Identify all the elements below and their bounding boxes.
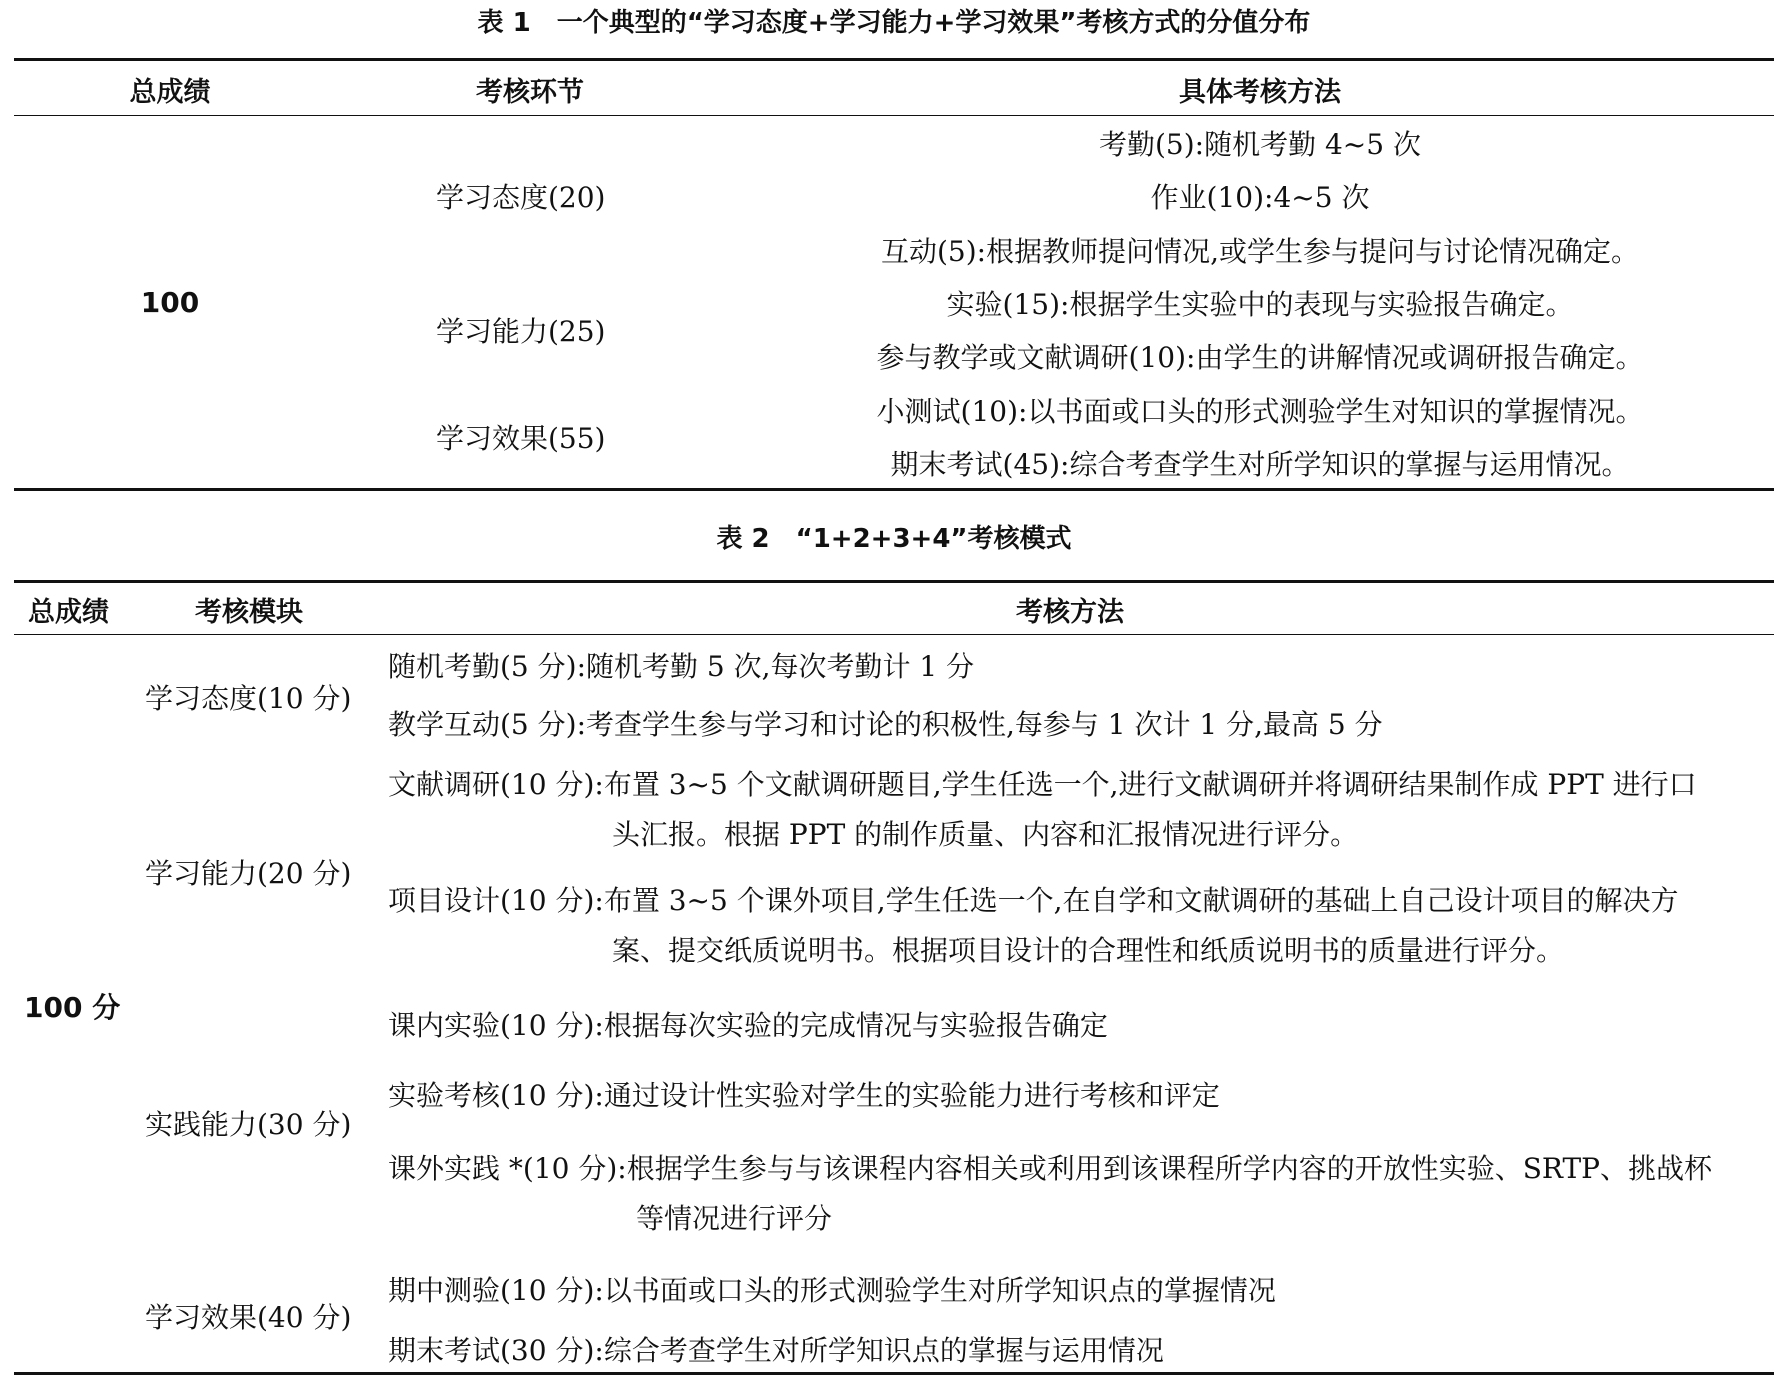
method-lead: 项目设计(10 分): (388, 884, 604, 917)
method-lead: 实验考核(10 分): (388, 1079, 604, 1112)
table1-header-rule (14, 115, 1774, 116)
table2-method-project-cont: 案、提交纸质说明书。根据项目设计的合理性和纸质说明书的质量进行评分。 (612, 934, 1565, 967)
table2-method-midterm (388, 1269, 1276, 1309)
method-text: 布置 3~5 个课外项目,学生任选一个,在自学和文献调研的基础上自己设计项目的解决方 (603, 884, 1679, 917)
table2-top-rule (14, 580, 1774, 583)
table2-method-interaction (388, 703, 1383, 743)
method-lead: 教学互动(5 分): (388, 708, 586, 741)
table1-method-final-exam: 期末考试(45):综合考查学生对所学知识的掌握与运用情况。 (890, 448, 1630, 481)
table1-header-total: 总成绩 (129, 77, 211, 108)
table2-method-lab-exam (388, 1074, 1220, 1114)
method-text: 综合考查学生对所学知识点的掌握与运用情况 (603, 1334, 1164, 1367)
table2-header-total: 总成绩 (28, 597, 109, 628)
method-text: 根据每次实验的完成情况与实验报告确定 (603, 1009, 1108, 1042)
table1-header-method: 具体考核方法 (1179, 77, 1341, 108)
table1-segment-effect: 学习效果(55) (436, 422, 606, 455)
table2-bottom-rule (14, 1372, 1774, 1375)
table2-header-method: 考核方法 (1016, 597, 1124, 628)
table1-method-literature: 参与教学或文献调研(10):由学生的讲解情况或调研报告确定。 (876, 341, 1644, 374)
table1-method-experiment: 实验(15):根据学生实验中的表现与实验报告确定。 (946, 288, 1574, 321)
table1-method-attendance: 考勤(5):随机考勤 4~5 次 (1099, 128, 1421, 161)
method-lead: 期中测验(10 分): (388, 1274, 604, 1307)
table2-header-rule (14, 634, 1774, 635)
table2-caption: 表 2 “1+2+3+4”考核模式 (716, 524, 1072, 554)
table2-module-effect: 学习效果(40 分) (145, 1301, 352, 1334)
table2-module-practice: 实践能力(30 分) (145, 1108, 352, 1141)
method-lead: 课内实验(10 分): (388, 1009, 604, 1042)
table2-method-literature (388, 763, 1697, 803)
table2-method-final (388, 1329, 1164, 1369)
table1-segment-ability: 学习能力(25) (436, 315, 606, 348)
method-text: 根据学生参与与该课程内容相关或利用到该课程所学内容的开放性实验、SRTP、挑战杯 (626, 1152, 1713, 1185)
table2-total-score: 100 分 (24, 991, 121, 1024)
method-lead: 期末考试(30 分): (388, 1334, 604, 1367)
table2-method-literature-cont: 头汇报。根据 PPT 的制作质量、内容和汇报情况进行评分。 (612, 818, 1359, 851)
method-text: 以书面或口头的形式测验学生对所学知识点的掌握情况 (603, 1274, 1276, 1307)
table1-bottom-rule (14, 488, 1774, 491)
table1-method-interaction: 互动(5):根据教师提问情况,或学生参与提问与讨论情况确定。 (881, 235, 1639, 268)
table2-module-ability: 学习能力(20 分) (145, 857, 352, 890)
method-lead: 文献调研(10 分): (388, 768, 604, 801)
table1-total-score: 100 (140, 286, 200, 319)
table2-header-module: 考核模块 (195, 597, 303, 628)
table1-method-quiz: 小测试(10):以书面或口头的形式测验学生对知识的掌握情况。 (876, 395, 1644, 428)
table2-method-lab (388, 1004, 1108, 1044)
method-lead: 课外实践 *(10 分): (388, 1152, 627, 1185)
method-lead: 随机考勤(5 分): (388, 650, 586, 683)
table2-method-attendance (388, 645, 974, 685)
table1-caption: 表 1 一个典型的“学习态度+学习能力+学习效果”考核方式的分值分布 (477, 8, 1311, 38)
method-text: 通过设计性实验对学生的实验能力进行考核和评定 (603, 1079, 1220, 1112)
table1-method-homework: 作业(10):4~5 次 (1150, 181, 1370, 214)
method-text: 考查学生参与学习和讨论的积极性,每参与 1 次计 1 分,最高 5 分 (586, 708, 1383, 741)
table2-method-extracurricular (388, 1147, 1712, 1187)
table2-method-extracurricular-cont: 等情况进行评分 (636, 1202, 833, 1235)
table1-top-rule (14, 58, 1774, 61)
table2-method-project (388, 879, 1679, 919)
method-text: 布置 3~5 个文献调研题目,学生任选一个,进行文献调研并将调研结果制作成 PPT 进行口 (603, 768, 1697, 801)
table2-module-attitude: 学习态度(10 分) (145, 682, 352, 715)
table1-header-segment: 考核环节 (476, 77, 584, 108)
table1-segment-attitude: 学习态度(20) (436, 181, 606, 214)
method-text: 随机考勤 5 次,每次考勤计 1 分 (586, 650, 975, 683)
